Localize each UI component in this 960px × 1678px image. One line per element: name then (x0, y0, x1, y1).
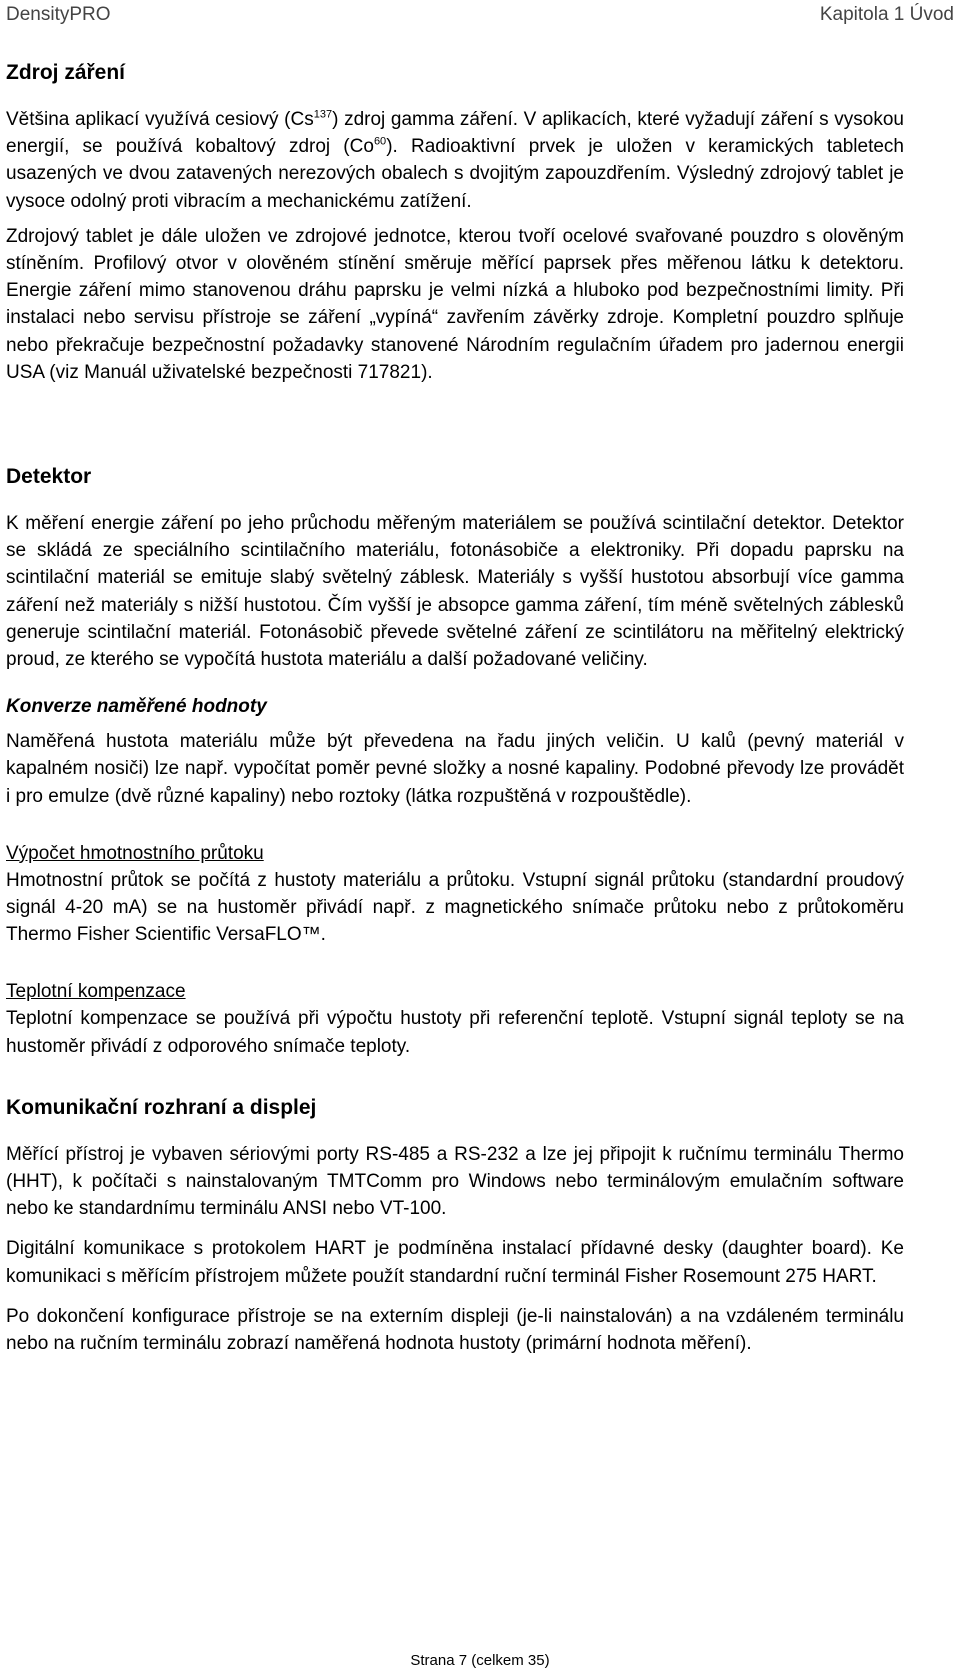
chapter-title: Kapitola 1 Úvod (819, 4, 954, 25)
section-title-source: Zdroj záření (6, 61, 126, 84)
massflow-paragraph-1: Hmotnostní průtok se počítá z hustoty materiálu a průtoku. Vstupní signál průtoku (standardní proudový signál 4-20 mA) se na hustoměr přivádí např. z magnetického snímače průtoku nebo z průtokoměru Thermo Fisher Scientific VersaFLO™. (6, 869, 904, 946)
source-paragraph-1: Většina aplikací využívá cesiový (Cs$^{137}$) zdroj gamma záření. V aplikacích, které vyžadují záření s vysokou energií, se používá kobaltový zdroj (Co$^{60}$). Radioaktivní prvek je uložen v keramických tabletech usazených ve dvou zatavených nerezových obalech s dvojitým zapouzdřením. Výsledný zdrojový tablet je vysoce odolný proti vibracím a mechanickému zatížení. (6, 108, 904, 212)
document-body (6, 58, 904, 1357)
subsection-title-massflow: Výpočet hmotnostního průtoku (6, 842, 264, 864)
detector-paragraph-1: K měření energie záření po jeho průchodu měřeným materiálem se používá scintilační detektor. Detektor se skládá ze speciálního scintilačního materiálu, fotonásobiče a elektroniky. Při dopadu paprsku na scintilační materiál se emituje slabý světelný záblesk. Materiály s vyšší hustotou absorbují více gamma záření než materiály s nižší hustotou. Čím vyšší je absopce gamma záření, tím méně světelných záblesků generuje scintilační materiál. Fotonásobič převede světelné záření ze scintilátoru na měřitelný elektrický proud, ze kterého se vypočítá hustota materiálu a další požadované veličiny. (6, 513, 904, 671)
subsection-title-temperature: Teplotní kompenzace (6, 981, 186, 1003)
source-paragraph-2: Zdrojový tablet je dále uložen ve zdrojové jednotce, kterou tvoří ocelové svařované pouzdro s olověným stíněním. Profilový otvor v olověném stínění směruje měřící paprsek přes měřenou látku k detektoru. Energie záření mimo stanovenou dráhu paprsku je velmi nízká a hluboko pod bezpečnostními limity. Při instalaci nebo servisu přístroje se záření „vypíná“ zavřením závěrky zdroje. Kompletní pouzdro splňuje nebo překračuje bezpečnostní požadavky stanovené Národním regulačním úřadem pro jadernou energii USA (viz Manuál uživatelské bezpečnosti 717821). (6, 225, 904, 383)
comm-paragraph-1: Měřící přístroj je vybaven sériovými porty RS-485 a RS-232 a lze jej připojit k ručnímu terminálu Thermo (HHT), k počítači s nainstalovaným TMTComm pro Windows nebo terminálovým emulačním software nebo ke standardnímu terminálu ANSI nebo VT-100. (6, 1143, 904, 1220)
subsection-title-conversion: Konverze naměřené hodnoty (6, 696, 267, 718)
comm-paragraph-3: Po dokončení konfigurace přístroje se na externím displeji (je-li nainstalován) a na vzdáleném terminálu nebo na ručním terminálu zobrazí naměřená hodnota hustoty (primární hodnota měření). (6, 1305, 904, 1355)
page-header (6, 4, 954, 30)
superscript-137: 137 (313, 108, 333, 121)
section-title-communication: Komunikační rozhraní a displej (6, 1095, 317, 1119)
page-footer: Strana 7 (celkem 35) (410, 1652, 550, 1669)
superscript-60: 60 (373, 135, 387, 148)
product-name: DensityPRO (6, 4, 111, 25)
comm-paragraph-2: Digitální komunikace s protokolem HART je podmíněna instalací přídavné desky (daughter board). Ke komunikaci s měřícím přístrojem můžete použít standardní ruční terminál Fisher Rosemount 275 HART. (6, 1238, 904, 1287)
conversion-paragraph-1: Naměřená hustota materiálu může být převedena na řadu jiných veličin. U kalů (pevný materiál v kapalném nosiči) lze např. vypočítat poměr pevné složky a nosné kapaliny. Podobné převody lze provádět i pro emulze (dvě různé kapaliny) nebo roztoky (látka rozpuštěná v rozpouštědle). (6, 731, 904, 807)
temperature-paragraph-1: Teplotní kompenzace se používá při výpočtu hustoty při referenční teplotě. Vstupní signál teploty se na hustoměr přivádí z odporového snímače teploty. (6, 1008, 904, 1057)
section-title-detector: Detektor (6, 465, 92, 489)
